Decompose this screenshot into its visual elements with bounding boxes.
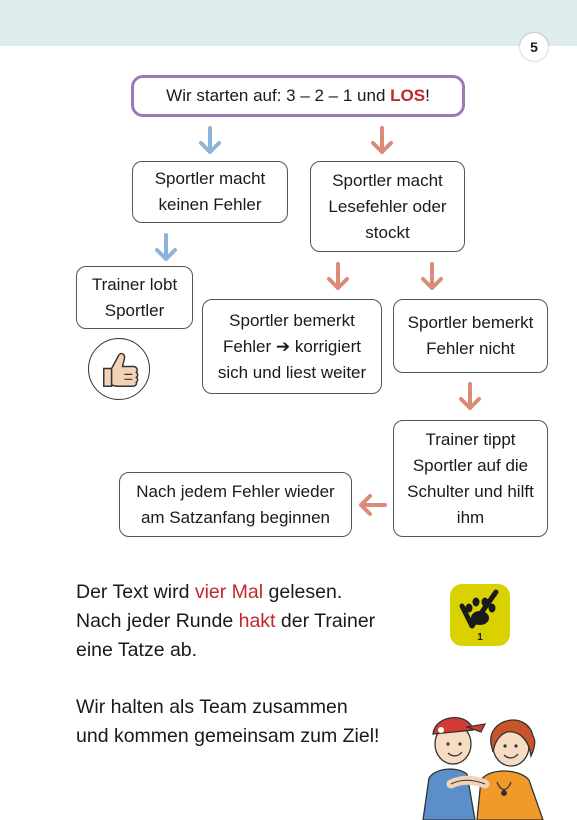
p1-text-a: Der Text wird (76, 581, 195, 603)
athlete-notices-text-1: Sportler bemerkt Fehler (222, 310, 355, 356)
trainer-praises-box (76, 266, 193, 329)
paw-check-icon (450, 584, 510, 646)
arrow-right-icon: ➔ (275, 336, 291, 356)
p1-text-d: der Trainer (275, 610, 376, 632)
start-suffix: ! (425, 86, 430, 105)
no-error-box (132, 161, 288, 223)
highlight-tick: hakt (238, 610, 276, 632)
reading-error-box (310, 161, 465, 252)
athlete-not-notices-box (393, 299, 548, 373)
paw-badge-number: 1 (477, 632, 483, 643)
kids-illustration (415, 700, 555, 820)
arrow-down-red-icon (458, 382, 482, 412)
arrow-down-red-icon (326, 262, 350, 292)
arrow-down-blue-icon (198, 126, 222, 156)
arrow-left-red-icon (357, 493, 387, 517)
p2-text-b: und kommen gemeinsam zum Ziel! (76, 725, 380, 747)
trainer-taps-text: Trainer tippt Sportler auf die Schulter und hilft ihm (407, 429, 534, 527)
p1-text-e: eine Tatze ab. (76, 639, 198, 661)
arrow-down-red-icon (370, 126, 394, 156)
p1-text-b: gelesen. (263, 581, 343, 603)
team-paragraph (76, 693, 379, 751)
start-prefix: Wir starten auf: 3 – 2 – 1 und (166, 86, 391, 105)
p1-text-c: Nach jeder Runde (76, 610, 239, 632)
paw-badge (450, 584, 510, 646)
thumbs-up-icon (88, 338, 150, 400)
arrow-down-red-icon (420, 262, 444, 292)
highlight-four-times: vier Mal (194, 581, 264, 603)
reading-error-text: Sportler macht Lesefehler oder stockt (328, 170, 447, 242)
arrow-down-blue-icon (154, 233, 178, 263)
athlete-notices-box (202, 299, 382, 394)
page-number: 5 (520, 33, 548, 61)
athlete-notices-text-2: korrigiert sich und liest weiter (217, 336, 367, 382)
p2-text-a: Wir halten als Team zusammen (76, 696, 348, 718)
start-los: LOS (390, 86, 426, 105)
start-box (131, 75, 465, 117)
restart-text: Nach jedem Fehler wieder am Satzanfang beginnen (136, 481, 335, 527)
athlete-not-notices-text: Sportler bemerkt Fehler nicht (407, 313, 534, 358)
instruction-paragraph (76, 578, 375, 665)
restart-box (119, 472, 352, 537)
trainer-taps-box (393, 420, 548, 537)
trainer-praises-text: Trainer lobt Sportler (91, 274, 178, 320)
top-band (0, 0, 577, 46)
no-error-text: Sportler macht keinen Fehler (154, 169, 266, 214)
